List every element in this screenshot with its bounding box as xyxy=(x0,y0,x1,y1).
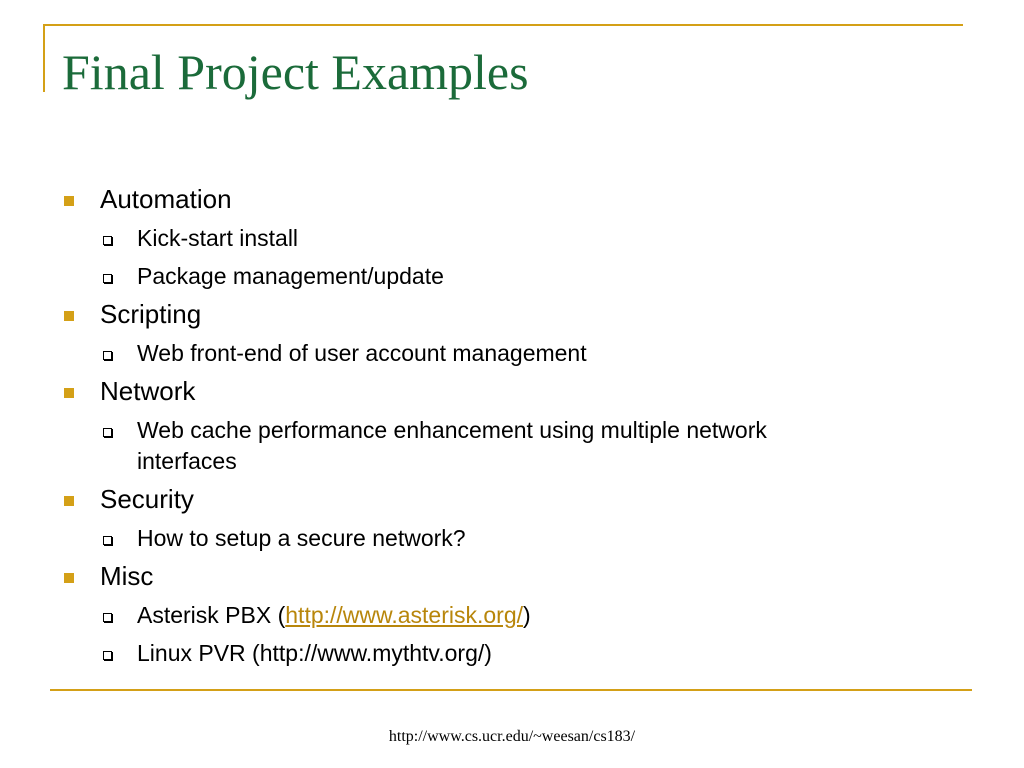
sub-item-label: Package management/update xyxy=(137,263,444,289)
sub-item-label: Kick-start install xyxy=(137,225,299,251)
topic-label: Network xyxy=(100,376,196,406)
square-bullet-icon xyxy=(64,311,74,321)
sub-item-asterisk xyxy=(60,600,960,631)
sub-item-label-line-2: interfaces xyxy=(137,448,237,474)
hollow-square-bullet-icon xyxy=(103,274,112,283)
topic-automation xyxy=(60,182,960,216)
sub-item-label-line-1: Web cache performance enhancement using multiple network xyxy=(137,417,767,443)
hollow-square-bullet-icon xyxy=(103,351,112,360)
hollow-square-bullet-icon xyxy=(103,651,112,660)
topic-scripting xyxy=(60,297,960,331)
hollow-square-bullet-icon xyxy=(103,236,112,245)
square-bullet-icon xyxy=(64,196,74,206)
footer-url: http://www.cs.ucr.edu/~weesan/cs183/ xyxy=(388,728,636,745)
slide-title: Final Project Examples xyxy=(62,44,529,100)
sub-item-web-frontend xyxy=(60,338,960,369)
left-border-line xyxy=(43,24,45,92)
sub-item-secure-network xyxy=(60,523,960,554)
topic-network xyxy=(60,374,960,408)
square-bullet-icon xyxy=(64,573,74,583)
topic-security xyxy=(60,482,960,516)
asterisk-prefix: Asterisk PBX ( xyxy=(137,602,286,628)
topic-label: Misc xyxy=(100,561,154,591)
square-bullet-icon xyxy=(64,388,74,398)
square-bullet-icon xyxy=(64,496,74,506)
top-border-line xyxy=(43,24,963,26)
hollow-square-bullet-icon xyxy=(103,536,112,545)
hollow-square-bullet-icon xyxy=(103,428,112,437)
asterisk-suffix: ) xyxy=(523,602,531,628)
sub-item-linux-pvr xyxy=(60,638,960,669)
topic-label: Security xyxy=(100,484,194,514)
sub-item-label: Web front-end of user account management xyxy=(137,340,587,366)
sub-item-package-management xyxy=(60,261,960,292)
sub-item-label: Linux PVR (http://www.mythtv.org/) xyxy=(137,640,492,666)
sub-item-label: How to setup a secure network? xyxy=(137,525,466,551)
topic-label: Automation xyxy=(100,184,232,214)
topic-misc xyxy=(60,559,960,593)
topic-label: Scripting xyxy=(100,299,202,329)
asterisk-link[interactable]: http://www.asterisk.org/ xyxy=(285,602,524,628)
sub-item-web-cache xyxy=(60,415,960,477)
bullet-list xyxy=(60,182,960,669)
bottom-divider-line xyxy=(50,689,972,691)
sub-item-kickstart xyxy=(60,223,960,254)
hollow-square-bullet-icon xyxy=(103,613,112,622)
